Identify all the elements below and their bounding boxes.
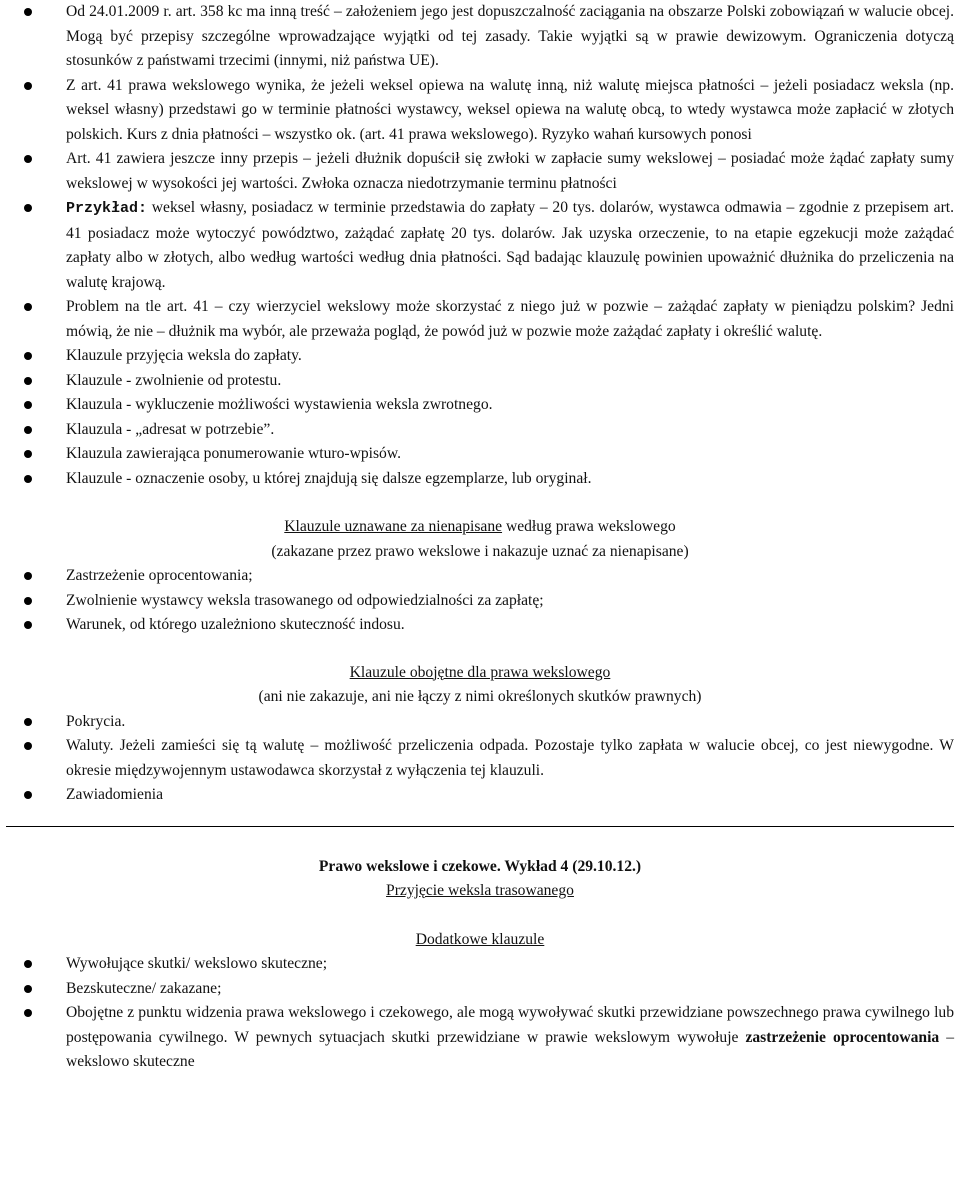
list-item: Klauzule przyjęcia weksla do zapłaty. bbox=[66, 344, 954, 369]
section-heading-underlined: Klauzule uznawane za nienapisane bbox=[284, 518, 503, 535]
example-text: weksel własny, posiadacz w terminie przedstawia do zapłaty – 20 tys. dolarów, wystawca odmawia – zgodnie z przepisem art. 41 posiadacz może wytoczyć powództwo, zażądać zapłatę 20 tys. dolarów. Jak uzyska orzeczenie, to na etapie egzekucji może zażądać zapłaty albo w złotych, albo według wartości według dnia płatności. Sąd badając klauzulę powinien upoważnić dłużnika do przeliczenia na walutę krajową. bbox=[66, 199, 954, 291]
list-item: Zastrzeżenie oprocentowania; bbox=[66, 564, 954, 589]
list-item: Klauzule - oznaczenie osoby, u której znajdują się dalsze egzemplarze, lub oryginał. bbox=[66, 467, 954, 492]
list-item: Bezskuteczne/ zakazane; bbox=[66, 977, 954, 1002]
list-item: Z art. 41 prawa wekslowego wynika, że jeżeli weksel opiewa na walutę inną, niż walutę miejsca płatności – jeżeli posiadacz weksla (np. weksel własny) przedstawi go w terminie płatności wystawcy, weksel opiewa na walutę obcą, to wtedy wystawca może zapłacić w złotych polskich. Kurs z dnia płatności – wszystko ok. (art. 41 prawa wekslowego). Ryzyko wahań kursowych ponosi bbox=[66, 74, 954, 148]
list-item-example bbox=[66, 196, 954, 295]
list-item: Waluty. Jeżeli zamieści się tą walutę – możliwość przeliczenia odpada. Pozostaje tylko zapłata w walucie obcej, co jest niewygodne. W okresie międzywojennym ustawodawca skorzystał z wyłączenia tej klauzuli. bbox=[66, 734, 954, 783]
horizontal-divider bbox=[6, 826, 954, 827]
void-clauses-list bbox=[0, 564, 960, 638]
example-label: Przykład: bbox=[66, 200, 148, 217]
section-subheading: (ani nie zakazuje, ani nie łączy z nimi określonych skutków prawnych) bbox=[258, 688, 702, 705]
section-heading-rest: według prawa wekslowego bbox=[502, 518, 676, 535]
list-item: Klauzula zawierająca ponumerowanie wturo-wpisów. bbox=[66, 442, 954, 467]
lecture-subtitle: Przyjęcie weksla trasowanego bbox=[386, 882, 574, 899]
item-bold-text: zastrzeżenie oprocentowania bbox=[745, 1028, 940, 1046]
section-subheading: (zakazane przez prawo wekslowe i nakazuje uznać za nienapisane) bbox=[271, 542, 689, 560]
list-item: Problem na tle art. 41 – czy wierzyciel wekslowy może skorzystać z niego już w pozwie – zażądać zapłaty w pieniądzu polskim? Jedni mówią, że nie – dłużnik ma wybór, ale przeważa pogląd, że powód już w pozwie może zażądać zapłaty i określić walutę. bbox=[66, 295, 954, 344]
list-item: Zawiadomienia bbox=[66, 783, 954, 808]
neutral-clauses-list bbox=[0, 710, 960, 808]
list-item: Klauzula - wykluczenie możliwości wystawienia weksla zwrotnego. bbox=[66, 393, 954, 418]
list-item: Zwolnienie wystawcy weksla trasowanego od odpowiedzialności za zapłatę; bbox=[66, 589, 954, 614]
additional-clauses-list bbox=[0, 952, 960, 1075]
notes-list bbox=[0, 0, 960, 491]
list-item: Od 24.01.2009 r. art. 358 kc ma inną treść – założeniem jego jest dopuszczalność zaciągania na obszarze Polski zobowiązań w walucie obcej. Mogą być przepisy szczególne wprowadzające wyjątki od tej zasady. Takie wyjątki są w prawie dewizowym. Ograniczenia dotyczą stosunków z państwami trzecimi (innymi, niż państwa UE). bbox=[66, 0, 954, 74]
section-heading-void-clauses bbox=[0, 515, 960, 540]
lecture-title: Prawo wekslowe i czekowe. Wykład 4 (29.10.12.) bbox=[318, 857, 642, 875]
item-text-end: – wekslowo skuteczne bbox=[66, 1028, 954, 1070]
list-item: Warunek, od którego uzależniono skuteczność indosu. bbox=[66, 613, 954, 638]
item-text: Obojętne z punktu widzenia prawa wekslowego i czekowego, ale mogą wywoływać skutki przewidziane powszechnego prawa cywilnego lub postępowania cywilnego. W pewnych sytuacjach skutki przewidziane w prawie wekslowym wywołuje bbox=[66, 1004, 954, 1046]
lecture-heading: Dodatkowe klauzule bbox=[415, 930, 545, 948]
list-item: Klauzula - „adresat w potrzebie”. bbox=[66, 418, 954, 443]
list-item bbox=[66, 1001, 954, 1075]
list-item: Klauzule - zwolnienie od protestu. bbox=[66, 369, 954, 394]
list-item: Wywołujące skutki/ wekslowo skuteczne; bbox=[66, 952, 954, 977]
list-item: Pokrycia. bbox=[66, 710, 954, 735]
list-item: Art. 41 zawiera jeszcze inny przepis – jeżeli dłużnik dopuścił się zwłoki w zapłacie sumy wekslowej – posiadać może żądać zapłaty sumy wekslowej w wysokości jej wartości. Zwłoka oznacza niedotrzymanie terminu płatności bbox=[66, 147, 954, 196]
section-heading-neutral-clauses: Klauzule obojętne dla prawa wekslowego bbox=[349, 663, 611, 681]
